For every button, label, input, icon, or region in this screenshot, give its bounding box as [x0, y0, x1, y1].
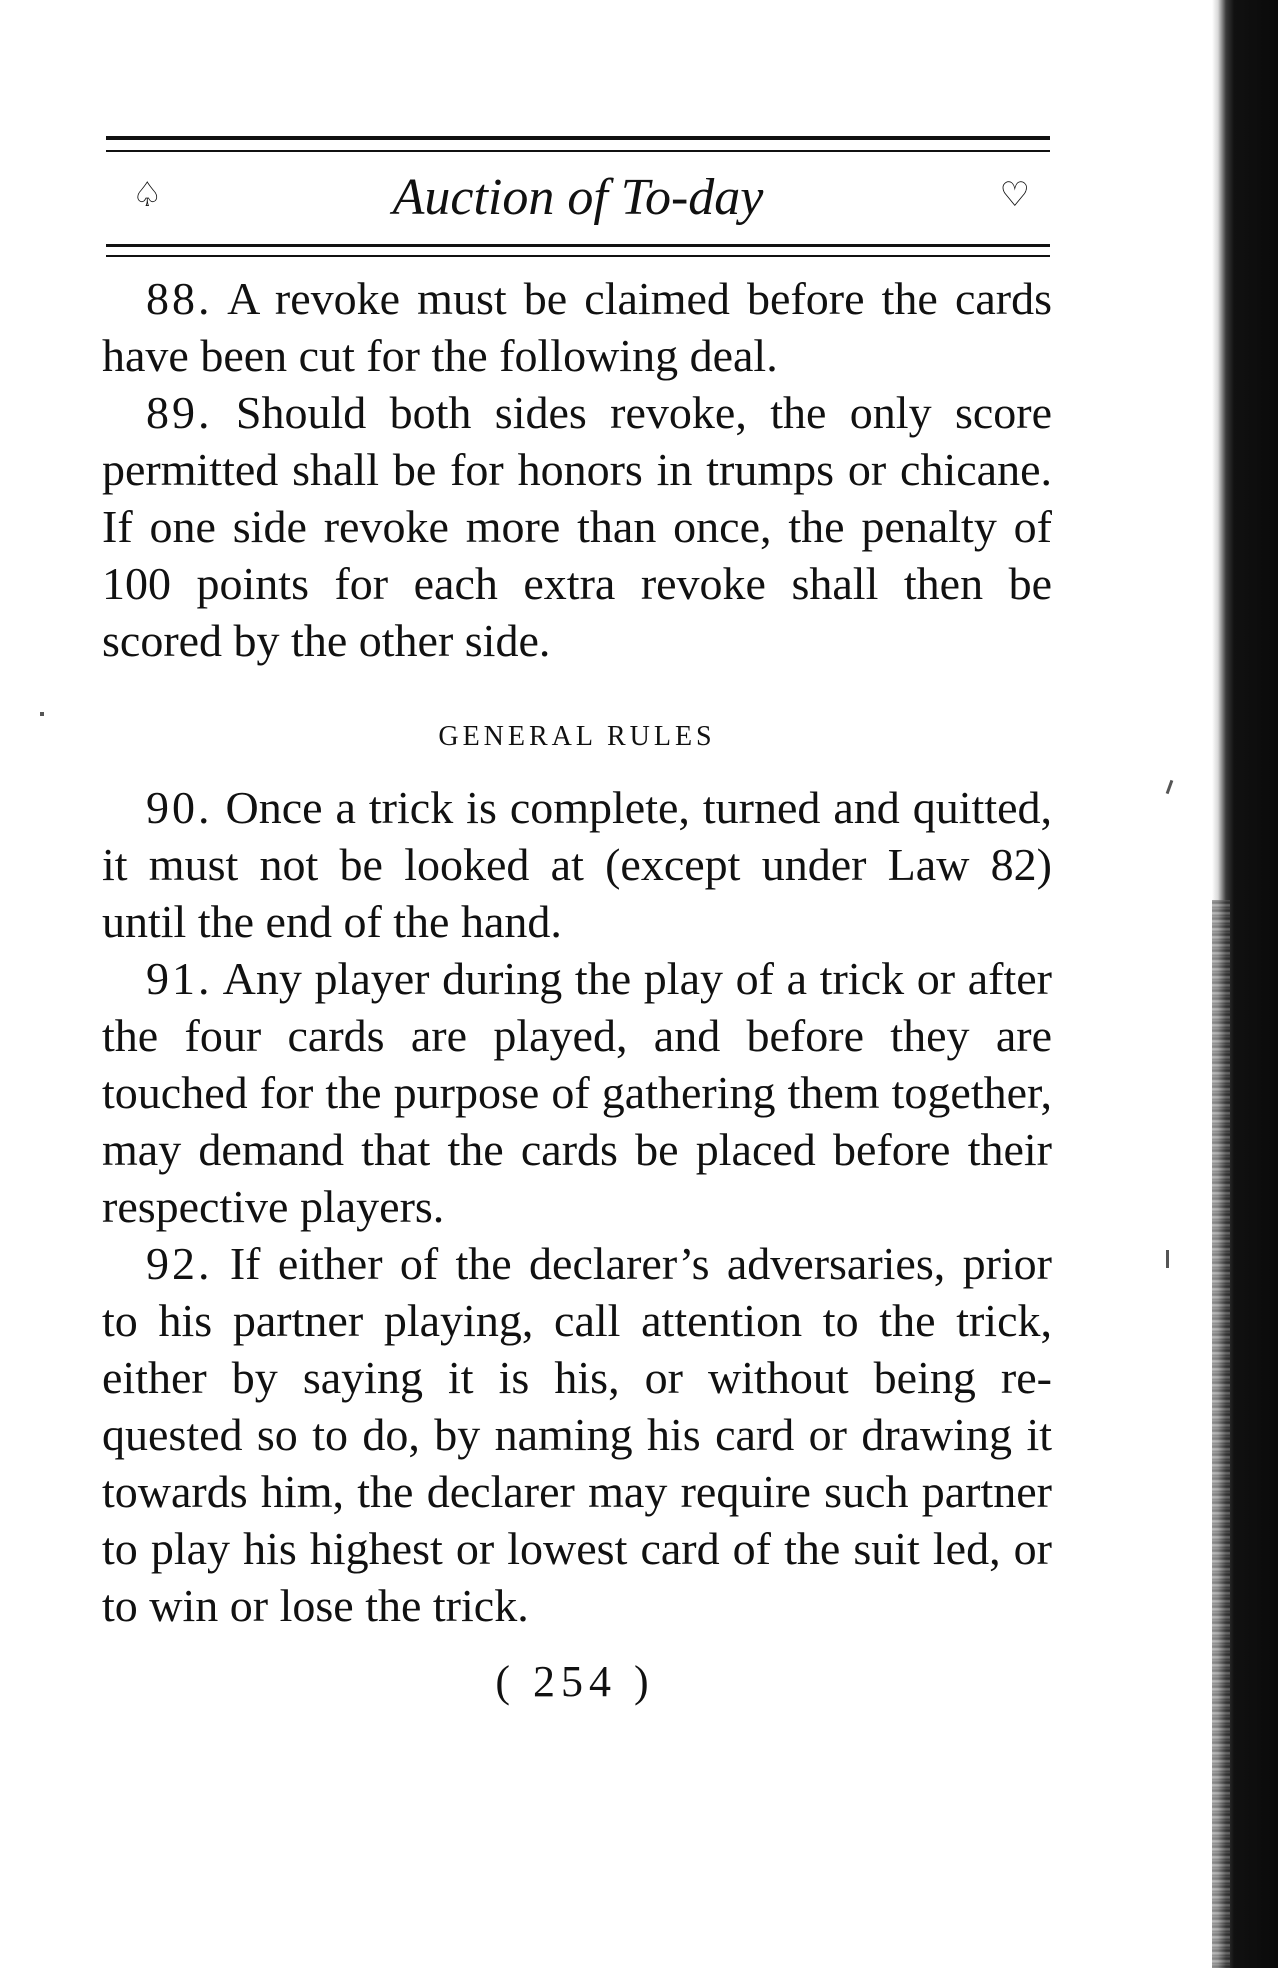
rule-number: 92. [146, 1238, 213, 1289]
binding-speckle [1212, 900, 1230, 1968]
rule-number: 90. [146, 782, 213, 833]
rule-paragraph-88 [102, 270, 1052, 384]
rule-text: Once a trick is complete, turned and quitted, it must not be looked at (except under Law 82) until the end of the hand. [102, 782, 1053, 947]
rule-paragraph-92 [102, 1235, 1052, 1634]
rule-paragraph-91 [102, 950, 1052, 1235]
running-head [106, 160, 1050, 242]
binding-edge [1212, 0, 1278, 1968]
heart-icon: ♡ [999, 177, 1030, 214]
header-rule-bottom-thin [106, 255, 1050, 257]
rule-number: 88. [146, 273, 213, 324]
rule-paragraph-89 [102, 384, 1052, 669]
rule-text: If either of the declarer’s adversaries, prior to his partner playing, call attention to the trick, either by saying it is his, or without being requested so to do, by naming his card or drawing it towards him, the declarer may require such partner to play his highest or lowest card of the suit led, or to win or lose the trick. [102, 1238, 1052, 1631]
rule-number: 91. [146, 953, 213, 1004]
rule-text: Should both sides revoke, the only score permitted shall be for honors in trumps or chicane. If one side revoke more than once, the penalty of 100 points for each extra revoke shall then be scored by the other side. [102, 387, 1053, 666]
rule-text: Any player during the play of a trick or after the four cards are played, and before they are touched for the purpose of gathering them together, may demand that the cards be placed before their respective players. [102, 953, 1052, 1232]
rule-text: A revoke must be claimed before the cards have been cut for the following deal. [102, 273, 1052, 381]
header-rule-top-thin [106, 150, 1050, 152]
scan-speck [1166, 1250, 1169, 1268]
header-rule-top-thick [106, 136, 1050, 140]
section-heading: GENERAL RULES [438, 721, 716, 752]
scan-speck [1166, 780, 1174, 794]
scan-speck [40, 712, 44, 716]
page-number: ( 254 ) [495, 1657, 655, 1706]
page-title: Auction of To-day [392, 169, 764, 226]
spade-icon: ♤ [132, 177, 163, 214]
body-text [102, 270, 1052, 1634]
rule-paragraph-90 [102, 779, 1052, 950]
rule-number: 89. [146, 387, 213, 438]
header-rule-bottom-thick [106, 244, 1050, 247]
